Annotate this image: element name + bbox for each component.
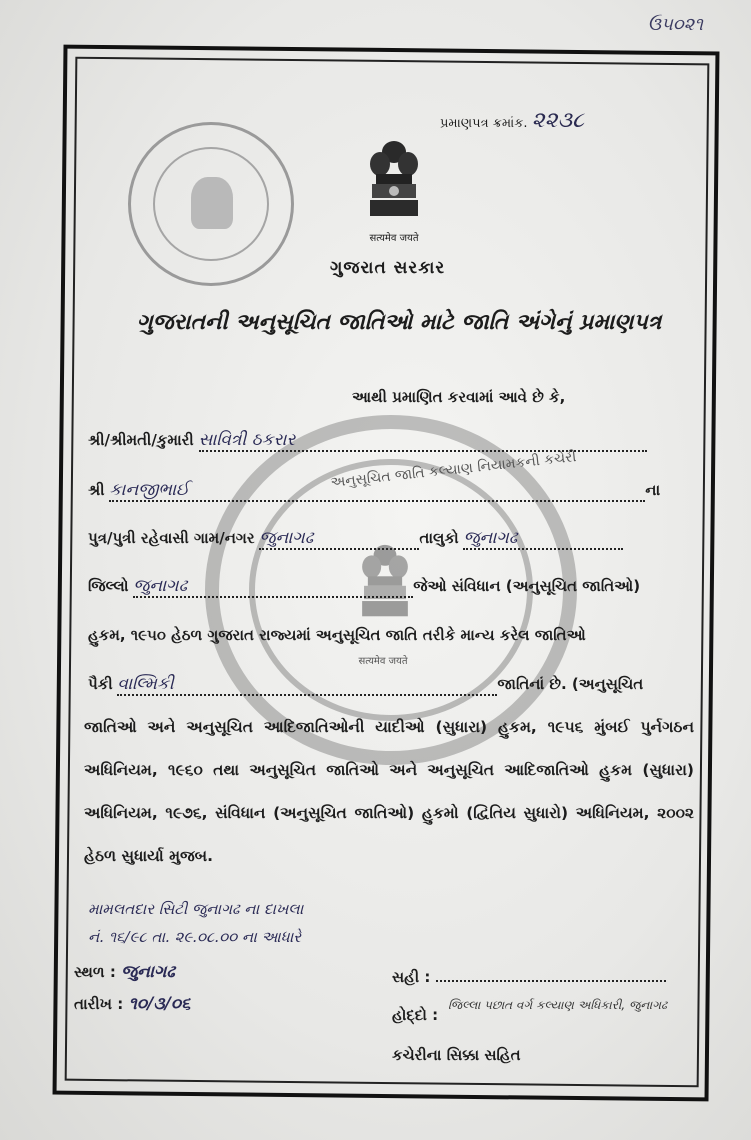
name-value: સાવિત્રી ઠકરાર bbox=[198, 430, 296, 450]
order-line: હુકમ, ૧૯૫૦ હેઠળ ગુજરાત રાજ્યમાં અનુસૂચિત જાતિ તરીકે માન્ય કરેલ જાતિઓ bbox=[88, 626, 586, 644]
government-name: ગુજરાત સરકાર bbox=[330, 258, 446, 278]
among-row bbox=[88, 674, 643, 696]
certificate-number-value: ૨૨૩૮ bbox=[531, 108, 585, 133]
father-field bbox=[109, 480, 645, 502]
place-row bbox=[74, 962, 175, 982]
signature-field bbox=[436, 980, 666, 982]
legal-paragraph: જાતિઓ અને અનુસૂચિત આદિજાતિઓની યાદીઓ (સુધારા) હુકમ, ૧૯૫૬ મુંબઈ પુર્નગઠન અધિનિયમ, ૧૯૬૦ તથા અનુસૂચિત જાતિઓ અને અનુસૂચિત આદિજાતિઓ હુકમ (સુધારા) અધિનિયમ, ૧૯૭૬, સંવિધાન (અનુસૂચિત જાતિઓ) હુકમો (દ્વિતિય સુધારો) અધિનિયમ, ૨૦૦૨ હેઠળ સુધાર્યા મુજબ. bbox=[84, 718, 694, 865]
resident-value: જુનાગઢ bbox=[259, 528, 314, 548]
office-seal-note: કચેરીના સિક્કા સહિત bbox=[392, 1046, 521, 1064]
district-value: જુનાગઢ bbox=[133, 576, 188, 596]
seal-emblem-icon bbox=[191, 177, 233, 229]
district-row bbox=[88, 576, 640, 598]
signature-row bbox=[392, 968, 666, 986]
name-row bbox=[88, 430, 647, 452]
certificate-number bbox=[440, 108, 584, 133]
name-label: શ્રી/શ્રીમતી/કુમારી bbox=[88, 431, 194, 449]
resident-row bbox=[88, 528, 623, 550]
seal-motto: सत्यमेव जयते bbox=[358, 656, 408, 667]
certificate-number-label: પ્રમાણપત્ર ક્રમાંક. bbox=[440, 116, 528, 131]
among-label: પૈકી bbox=[88, 675, 113, 693]
designation-row bbox=[392, 1006, 438, 1024]
reference-line-2: નં. ૧૬/૯૮ તા. ૨૯.૦૮.૦૦ ના આધારે bbox=[88, 928, 302, 946]
designation-label: હોદ્દો : bbox=[392, 1006, 439, 1024]
place-label: સ્થળ : bbox=[74, 963, 116, 981]
seal-text: અનુસૂચિત જાતિ કલ્યાણ નિયામકની કચેરી bbox=[329, 449, 578, 491]
emblem-motto: सत्यमेव जयते bbox=[369, 233, 419, 244]
date-row bbox=[74, 994, 191, 1014]
date-value: ૧૦/૩/૦૬ bbox=[128, 994, 191, 1014]
corner-note: ઉ૫૦૨૧ bbox=[647, 14, 703, 35]
reference-line-1: મામલતદાર સિટી જુનાગઢ ના દાખલા bbox=[88, 900, 304, 918]
among-suffix: જાતિનાં છે. (અનુસૂચિત bbox=[497, 675, 644, 693]
certificate-title: ગુજરાતની અનુસૂચિત જાતિઓ માટે જાતિ અંગેનું પ્રમાણપત્ર bbox=[136, 310, 662, 335]
name-field bbox=[199, 430, 647, 452]
taluka-label: તાલુકો bbox=[419, 529, 459, 547]
resident-field bbox=[259, 528, 419, 550]
resident-label: પુત્ર/પુત્રી રહેવાસી ગામ/નગર bbox=[88, 529, 255, 547]
district-field bbox=[133, 576, 413, 598]
among-value: વાલ્મિકી bbox=[117, 674, 174, 694]
father-suffix: ના bbox=[645, 481, 661, 499]
certify-line: આથી પ્રમાણિત કરવામાં આવે છે કે, bbox=[352, 388, 566, 406]
date-label: તારીખ : bbox=[74, 995, 124, 1013]
ashoka-emblem-icon bbox=[362, 138, 426, 222]
father-row bbox=[88, 480, 660, 502]
taluka-value: જુનાગઢ bbox=[463, 528, 518, 548]
father-value: કાનજીભાઈ bbox=[109, 480, 190, 500]
office-seal-stamp-icon bbox=[128, 122, 294, 286]
among-field bbox=[117, 674, 497, 696]
place-value: જુનાગઢ bbox=[121, 962, 175, 982]
designation-value: જિલ્લા પછાત વર્ગ કલ્યાણ અધિકારી, જુનાગઢ bbox=[448, 998, 667, 1012]
district-label: જિલ્લો bbox=[88, 577, 129, 595]
father-label: શ્રી bbox=[88, 481, 105, 499]
taluka-field bbox=[463, 528, 623, 550]
signature-label: સહી : bbox=[392, 968, 431, 986]
district-suffix: જેઓ સંવિધાન (અનુસૂચિત જાતિઓ) bbox=[413, 577, 641, 595]
